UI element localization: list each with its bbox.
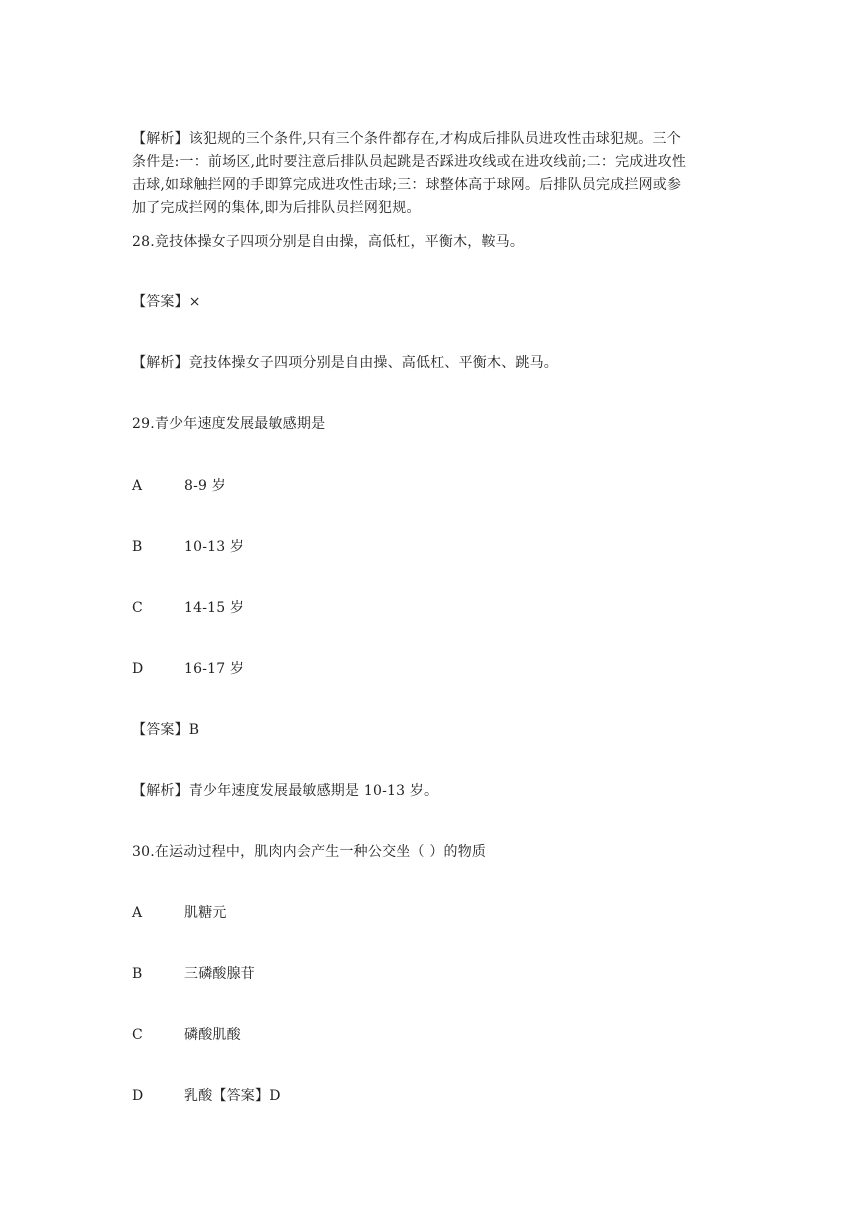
q29-question: 29.青少年速度发展最敏感期是 (132, 416, 326, 432)
q28-analysis: 【解析】竞技体操女子四项分别是自由操、高低杠、平衡木、跳马。 (132, 355, 558, 371)
option-text: 磷酸肌酸 (184, 1027, 241, 1043)
q30-question: 30.在运动过程中，肌肉内会产生一种公交坐（ ）的物质 (132, 844, 487, 860)
option-text: 10-13 岁 (184, 539, 245, 555)
q27-analysis-line-4: 加了完成拦网的集体,即为后排队员拦网犯规。 (132, 200, 421, 216)
q30-option-b (132, 964, 255, 984)
q27-analysis-line-3: 击球,如球触拦网的手即算完成进攻性击球;三：球整体高于球网。后排队员完成拦网或参 (132, 177, 682, 193)
option-letter: D (132, 661, 144, 677)
option-text: 乳酸【答案】D (184, 1088, 281, 1104)
q29-option-c (132, 598, 244, 618)
q30-option-a (132, 903, 227, 923)
option-letter: B (132, 539, 143, 555)
q27-analysis-line-2: 条件是:一：前场区,此时要注意后排队员起跳是否踩进攻线或在进攻线前;二：完成进攻性 (132, 154, 687, 170)
q29-answer: 【答案】B (132, 722, 200, 738)
q29-option-a (132, 476, 226, 496)
q29-option-b (132, 537, 244, 557)
q27-analysis (132, 128, 744, 220)
option-letter: B (132, 966, 143, 982)
option-text: 三磷酸腺苷 (184, 966, 255, 982)
option-text: 8-9 岁 (184, 478, 226, 494)
q30-option-c (132, 1025, 241, 1045)
q28-question: 28.竞技体操女子四项分别是自由操，高低杠，平衡木，鞍马。 (132, 234, 525, 250)
option-text: 肌糖元 (184, 905, 227, 921)
option-letter: A (132, 478, 143, 494)
option-text: 14-15 岁 (184, 600, 245, 616)
option-text: 16-17 岁 (184, 661, 245, 677)
q29-analysis: 【解析】青少年速度发展最敏感期是 10-13 岁。 (132, 783, 439, 799)
q30-option-d (132, 1086, 281, 1106)
option-letter: A (132, 905, 143, 921)
q27-analysis-line-1: 【解析】该犯规的三个条件,只有三个条件都存在,才构成后排队员进攻性击球犯规。三个 (132, 131, 681, 147)
option-letter: D (132, 1088, 144, 1104)
q28-answer: 【答案】× (132, 294, 201, 310)
option-letter: C (132, 600, 143, 616)
option-letter: C (132, 1027, 143, 1043)
q29-option-d (132, 659, 244, 679)
